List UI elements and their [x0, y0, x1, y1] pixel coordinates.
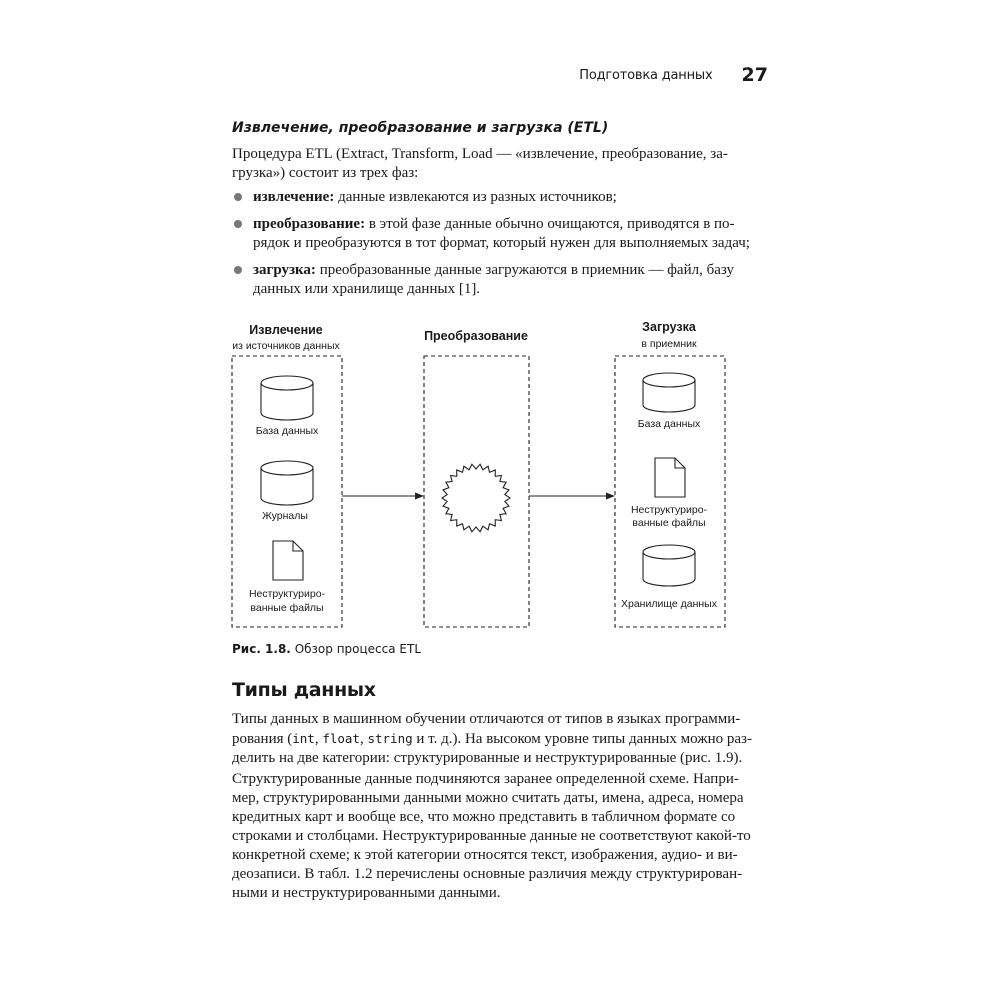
bullet-text: данных или хранилище данных [1]. — [253, 281, 481, 297]
database-icon — [261, 461, 313, 505]
paragraph-line: делить на две категории: структурированные и неструктурированные (рис. 1.9). — [232, 750, 743, 766]
arrow-extract-to-transform — [342, 493, 424, 500]
extract-item-label: База данных — [255, 425, 319, 437]
text-fragment: рования ( — [232, 731, 293, 747]
text-fragment: , — [314, 731, 323, 747]
paragraph-line: конкретной схеме; к этой категории относятся текст, изображения, аудио- и ви- — [232, 847, 738, 863]
etl-diagram — [228, 316, 768, 636]
extract-item-label: Неструктуриро- — [248, 588, 326, 600]
bullet-text: в этой фазе данные обычно очищаются, приводятся в по- — [368, 216, 735, 232]
text-fragment: , — [359, 731, 368, 747]
extract-item-label: ванные файлы — [250, 602, 324, 614]
paragraph-line: строками и столбцами. Неструктурированные данные не соответствуют какой-то — [232, 828, 751, 844]
bullet-text: преобразованные данные загружаются в приемник — файл, базу — [319, 262, 734, 278]
load-title: Загрузка — [642, 320, 696, 334]
code-string: string — [367, 731, 413, 746]
figure-label: Рис. 1.8. — [232, 642, 291, 656]
transform-title: Преобразование — [424, 329, 528, 343]
paragraph — [232, 770, 770, 903]
bullet-icon — [234, 220, 242, 228]
load-subtitle: в приемник — [641, 338, 697, 350]
paragraph-line — [232, 731, 752, 747]
running-head-title: Подготовка данных — [579, 67, 713, 83]
bullet-text: рядок и преобразуются в тот формат, который нужен для выполняемых задач; — [253, 235, 750, 251]
figure-caption-text: Обзор процесса ETL — [294, 642, 422, 656]
extract-item-label: Журналы — [262, 510, 308, 522]
database-icon — [261, 376, 313, 420]
bullet-icon — [234, 266, 242, 274]
bullet-term: извлечение: — [253, 189, 335, 205]
database-icon — [643, 373, 695, 412]
bullet-term: преобразование: — [253, 216, 366, 232]
figure-caption — [232, 642, 770, 656]
intro-line: грузка») состоит из трех фаз: — [232, 165, 419, 181]
bullet-icon — [234, 193, 242, 201]
load-item-label: Неструктуриро- — [630, 504, 708, 516]
page-number: 27 — [741, 64, 768, 86]
paragraph-line: мер, структурированными данными можно считать даты, имена, адреса, номера — [232, 790, 744, 806]
list-item — [232, 215, 770, 253]
database-icon — [643, 545, 695, 586]
intro-paragraph — [232, 145, 770, 183]
paragraph-line: ными и неструктурированными данными. — [232, 885, 501, 901]
starburst-icon — [442, 464, 510, 532]
code-int: int — [292, 731, 315, 746]
bullet-text: данные извлекаются из разных источников; — [338, 189, 617, 205]
file-icon — [273, 541, 303, 580]
paragraph-line: кредитных карт и вообще все, что можно представить в табличном формате со — [232, 809, 736, 825]
paragraph-line: деозаписи. В табл. 1.2 перечислены основные различия между структурирован- — [232, 866, 743, 882]
code-float: float — [322, 731, 360, 746]
extract-subtitle: из источников данных — [232, 340, 340, 352]
running-head — [0, 64, 768, 86]
section-title: Типы данных — [232, 679, 376, 701]
file-icon — [655, 458, 685, 497]
paragraph-line: Структурированные данные подчиняются заранее определенной схеме. Напри- — [232, 771, 739, 787]
extract-title: Извлечение — [249, 323, 323, 337]
phase-list — [232, 188, 770, 307]
load-item-label: Хранилище данных — [621, 598, 717, 610]
bullet-term: загрузка: — [253, 262, 316, 278]
list-item — [232, 188, 770, 207]
load-item-label: ванные файлы — [632, 517, 706, 529]
list-item — [232, 261, 770, 299]
paragraph — [232, 710, 770, 768]
intro-line: Процедура ETL (Extract, Transform, Load — «извлечение, преобразование, за- — [232, 146, 728, 162]
section-heading: Извлечение, преобразование и загрузка (ETL) — [232, 120, 609, 136]
text-fragment: и т. д.). На высоком уровне типы данных можно раз- — [412, 731, 752, 747]
arrow-transform-to-load — [529, 493, 615, 500]
paragraph-line: Типы данных в машинном обучении отличаются от типов в языках программи- — [232, 711, 741, 727]
load-item-label: База данных — [637, 418, 701, 430]
